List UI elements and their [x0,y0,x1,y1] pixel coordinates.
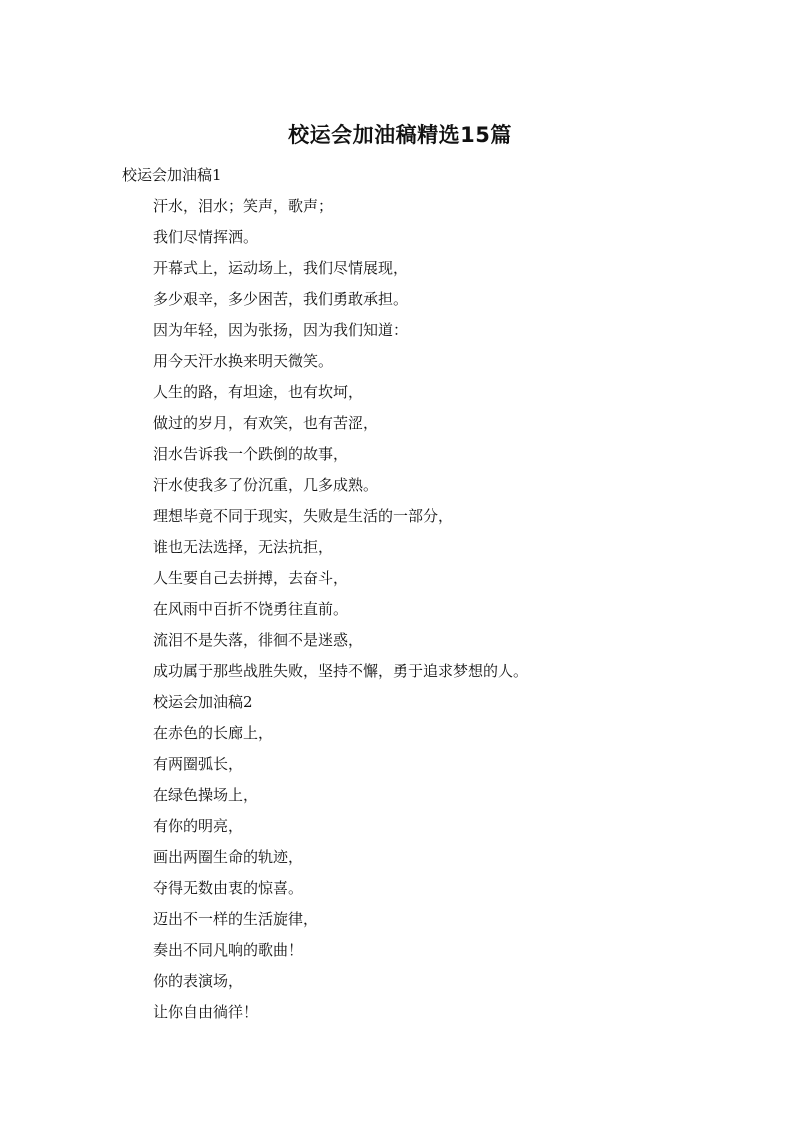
poem-line: 奏出不同凡响的歌曲！ [153,941,304,959]
poem-line: 谁也无法选择，无法抗拒， [153,538,334,556]
poem-line: 成功属于那些战胜失败，坚持不懈，勇于追求梦想的人。 [153,662,529,680]
poem-line: 你的表演场， [153,972,244,990]
section-heading: 校运会加油稿2 [153,693,253,711]
poem-line: 在赤色的长廊上， [153,724,274,742]
poem-line: 流泪不是失落，徘徊不是迷惑， [153,631,364,649]
document-title: 校运会加油稿精选15篇 [288,123,512,147]
poem-line: 迈出不一样的生活旋律， [153,910,319,928]
poem-line: 让你自由徜徉！ [153,1003,259,1021]
poem-line: 汗水使我多了份沉重，几多成熟。 [153,476,379,494]
poem-line: 汗水，泪水；笑声，歌声； [153,197,334,215]
poem-line: 人生的路，有坦途，也有坎坷， [153,383,364,401]
poem-line: 泪水告诉我一个跌倒的故事， [153,445,349,463]
poem-line: 用今天汗水换来明天微笑。 [153,352,334,370]
poem-line: 在绿色操场上， [153,786,259,804]
poem-line: 夺得无数由衷的惊喜。 [153,879,304,897]
poem-line: 画出两圈生命的轨迹， [153,848,304,866]
poem-line: 做过的岁月，有欢笑，也有苦涩， [153,414,379,432]
poem-line: 有两圈弧长， [153,755,244,773]
poem-line: 理想毕竟不同于现实，失败是生活的一部分， [153,507,454,525]
poem-line: 开幕式上，运动场上，我们尽情展现， [153,259,409,277]
section-heading: 校运会加油稿1 [122,166,222,184]
poem-line: 我们尽情挥洒。 [153,228,259,246]
poem-line: 在风雨中百折不饶勇往直前。 [153,600,349,618]
poem-line: 人生要自己去拼搏，去奋斗， [153,569,349,587]
poem-line: 有你的明亮， [153,817,244,835]
poem-line: 多少艰辛，多少困苦，我们勇敢承担。 [153,290,409,308]
poem-line: 因为年轻，因为张扬，因为我们知道： [153,321,409,339]
